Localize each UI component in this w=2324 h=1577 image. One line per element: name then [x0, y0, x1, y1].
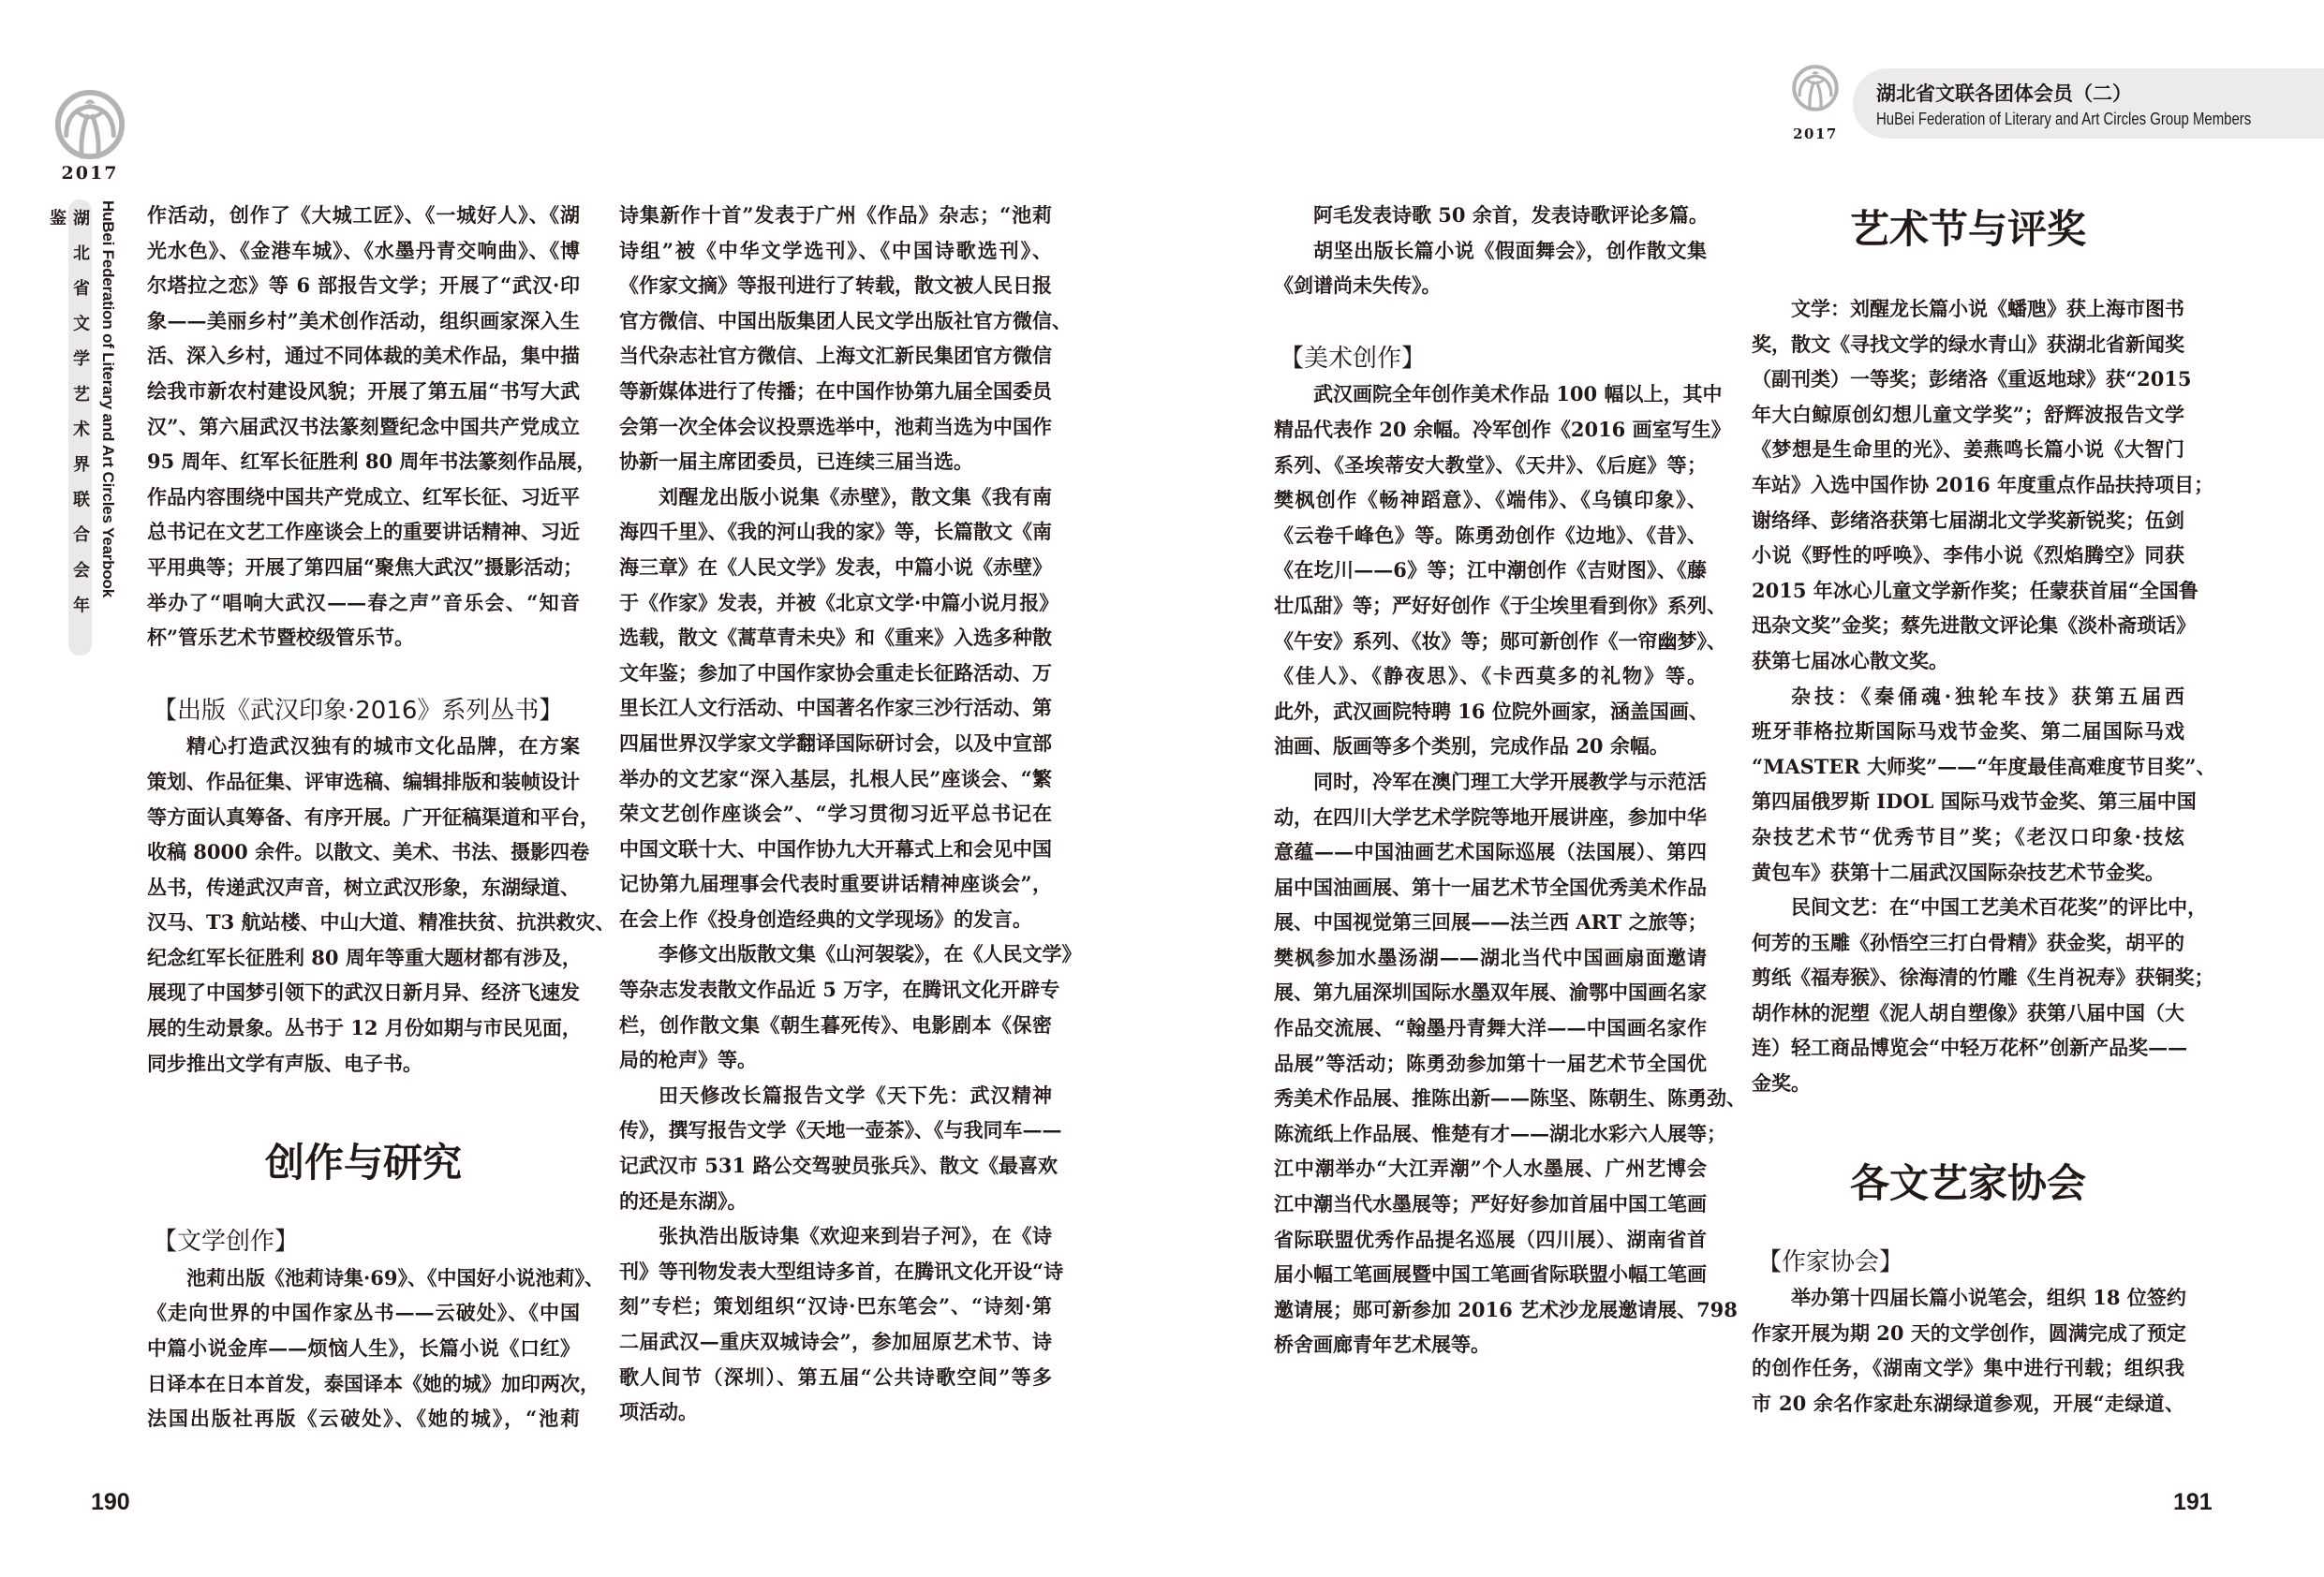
paragraph: [1274, 764, 1746, 1363]
yearbook-year: 2017: [61, 163, 119, 184]
subsection-heading: 【作家协会】: [1757, 1247, 1904, 1276]
section-title: 各文艺家协会: [1849, 1159, 2086, 1206]
text-line: 民间文艺：在“中国工艺美术百花奖”的评比中，: [1791, 895, 2208, 920]
subsection-heading: 【文学创作】: [153, 1228, 300, 1257]
text-line: 桥舍画廊青年艺术展等。: [1274, 1333, 1490, 1357]
text-line: 举办了“唱响大武汉——春之声”音乐会、“知音: [147, 590, 580, 614]
text-line: 记武汉市 531 路公交驾驶员张兵》、散文《最喜欢: [619, 1154, 1058, 1178]
paragraph: [1274, 198, 1707, 233]
text-line: 迅杂文奖”金奖；蔡先进散文评论集《淡朴斋琐话》: [1752, 613, 2197, 638]
text-line: 杂技艺术节“优秀节目”奖；《老汉口印象·技炫: [1752, 824, 2184, 848]
page-number: 191: [2173, 1489, 2213, 1515]
text-line: 动，在四川大学艺术学院等地开展讲座，参加中华: [1274, 804, 1707, 829]
text-line: 省际联盟优秀作品提名巡展（四川展）、湖南省首: [1274, 1227, 1707, 1251]
text-line: 展现了中国梦引领下的武汉日新月异、经济飞速发: [147, 980, 580, 1005]
text-line: 《午安》系列、《妆》等；郧可新创作《一帘幽梦》、: [1274, 628, 1726, 653]
paragraph: [147, 198, 597, 656]
text-column-1: [147, 198, 615, 1437]
text-line: 邀请展；郧可新参加 2016 艺术沙龙展邀请展、798: [1274, 1297, 1738, 1321]
text-line: 金奖。: [1752, 1071, 1811, 1096]
text-line: 2015 年冰心儿童文学新作奖；任蒙获首届“全国鲁: [1752, 578, 2198, 602]
text-line: 文学：刘醒龙长篇小说《蟠虺》获上海市图书: [1791, 297, 2184, 320]
text-line: 展、第九届深圳国际水墨双年展、渝鄂中国画名家: [1274, 980, 1707, 1005]
text-line: 同时，冷军在澳门理工大学开展教学与示范活: [1313, 769, 1707, 793]
text-line: 于《作家》发表，并被《北京文学·中篇小说月报》: [619, 590, 1059, 614]
text-line: 江中潮当代水墨展等；严好好参加首届中国工笔画: [1274, 1192, 1707, 1216]
text-line: “MASTER 大师奖”——“年度最佳高难度节目奖”、: [1752, 754, 2216, 778]
section-title: 艺术节与评奖: [1849, 206, 2086, 252]
text-line: 年大白鲸原创幻想儿童文学奖”；舒辉波报告文学: [1752, 402, 2184, 426]
running-header-subtitle: HuBei Federation of Literary and Art Circles Group Members: [1876, 110, 2252, 128]
text-line: 作活动，创作了《大城工匠》、《一城好人》、《湖: [147, 203, 580, 227]
paragraph: [147, 729, 615, 1081]
federation-emblem-icon: [1791, 62, 1840, 114]
text-line: 栏，创作散文集《朝生暮死传》、电影剧本《保密: [619, 1012, 1052, 1037]
text-line: 汉”、第六届武汉书法篆刻暨纪念中国共产党成立: [147, 414, 580, 438]
text-line: 田天修改长篇报告文学《天下先：武汉精神: [659, 1083, 1052, 1107]
right-page: [1162, 0, 2324, 1577]
text-line: 中国文联十大、中国作协九大开幕式上和会见中国: [619, 836, 1052, 861]
text-line: 策划、作品征集、评审选稿、编辑排版和装帧设计: [147, 769, 580, 793]
text-line: 诗集新作十首”发表于广州《作品》杂志；“池莉: [619, 203, 1052, 227]
text-line: 海三章》在《人民文学》发表，中篇小说《赤壁》: [619, 554, 1052, 579]
text-line: 《云卷千峰色》等。陈勇劲创作《边地》、《昔》、: [1274, 523, 1707, 547]
sidebar-title-english: HuBei Federation of Literary and Art Circles Yearbook: [99, 200, 117, 597]
text-line: 局的枪声》等。: [619, 1048, 757, 1072]
text-line: 传》，撰写报告文学《天地一壶茶》、《与我同车——: [619, 1118, 1062, 1142]
text-line: 《在圪川——6》等；江中潮创作《吉财图》、《藤: [1274, 558, 1707, 582]
text-line: 会第一次全体会议投票选举中，池莉当选为中国作: [619, 414, 1052, 438]
text-line: 获第七届冰心散文奖。: [1752, 648, 1948, 672]
text-line: 樊枫创作《畅神蹈意》、《端伟》、《乌镇印象》、: [1274, 488, 1707, 512]
paragraph: [1752, 890, 2214, 1101]
text-line: 此外，武汉画院特聘 16 位院外画家，涵盖国画、: [1274, 699, 1709, 723]
text-line: 樊枫参加水墨汤湖——湖北当代中国画扇面邀请: [1274, 945, 1707, 969]
text-line: 汉马、T3 航站楼、中山大道、精准扶贫、抗洪救灾、: [147, 910, 615, 935]
text-line: （副刊类）一等奖；彭绪洛《重返地球》获“2015: [1752, 367, 2192, 391]
text-line: 精品代表作 20 余幅。冷军创作《2016 画室写生》: [1274, 417, 1731, 441]
page-number: 190: [91, 1489, 130, 1515]
text-line: 奖，散文《寻找文学的绿水青山》获湖北省新闻奖: [1752, 332, 2184, 356]
text-line: 等方面认真筹备、有序开展。广开征稿渠道和平台，: [147, 804, 600, 829]
text-line: 项活动。: [619, 1400, 698, 1424]
text-line: 中篇小说金库——烦恼人生》，长篇小说《口红》: [147, 1336, 580, 1361]
text-line: 江中潮举办“大江弄潮”个人水墨展、广州艺博会: [1274, 1157, 1707, 1181]
text-line: 的还是东湖》。: [619, 1188, 748, 1213]
text-line: 在会上作《投身创造经典的文学现场》的发言。: [619, 906, 1032, 931]
subsection-heading: 【出版《武汉印象·2016》系列丛书】: [153, 696, 564, 725]
text-line: 小说《野性的呼唤》、李伟小说《烈焰腾空》同获: [1752, 543, 2184, 567]
text-line: 杂技：《秦俑魂·独轮车技》获第五届西: [1791, 684, 2184, 708]
text-line: 油画、版画等多个类别，完成作品 20 余幅。: [1274, 734, 1669, 759]
text-line: 协新一届主席团委员，已连续三届当选。: [619, 450, 973, 474]
text-line: 展、中国视觉第三回展——法兰西 ART 之旅等；: [1274, 910, 1708, 935]
text-line: 第四届俄罗斯 IDOL 国际马戏节金奖、第三届中国: [1752, 789, 2197, 814]
text-line: 光水色》、《金港车城》、《水墨丹青交响曲》、《博: [147, 238, 580, 262]
text-line: 作家开展为期 20 天的文学创作，圆满完成了预定: [1752, 1320, 2186, 1345]
text-line: 总书记在文艺工作座谈会上的重要讲话精神、习近: [147, 520, 580, 544]
text-line: 胡作林的泥塑《泥人胡自塑像》获第八届中国（大: [1752, 1000, 2184, 1024]
paragraph: [1752, 679, 2216, 891]
text-line: 品展”等活动；陈勇劲参加第十一届艺术节全国优: [1274, 1051, 1707, 1075]
text-line: 系列、《圣埃蒂安大教堂》、《天井》、《后庭》等；: [1274, 452, 1707, 477]
text-line: 95 周年、红军长征胜利 80 周年书法篆刻作品展，: [147, 450, 597, 474]
text-line: 诗组”被《中华文学选刊》、《中国诗歌选刊》、: [619, 238, 1052, 262]
paragraph: [1752, 291, 2214, 679]
text-line: 胡坚出版长篇小说《假面舞会》，创作散文集: [1313, 238, 1707, 262]
paragraph: [1752, 1280, 2184, 1421]
text-line: 丛书，传递武汉声音，树立武汉形象，东湖绿道、: [147, 875, 580, 899]
running-header-title: 湖北省文联各团体会员（二）: [1876, 81, 2132, 105]
text-line: 展的生动景象。丛书于 12 月份如期与市民见面，: [147, 1016, 582, 1040]
text-line: 日译本在日本首发，泰国译本《她的城》加印两次，: [147, 1371, 600, 1395]
text-line: 海四千里》、《我的河山我的家》等，长篇散文《南: [619, 520, 1052, 544]
text-line: 官方微信、中国出版集团人民文学出版社官方微信、: [619, 308, 1072, 332]
text-line: 文年鉴；参加了中国作家协会重走长征路活动、万: [619, 660, 1052, 685]
paragraph: [147, 1260, 605, 1437]
text-line: 《作家文摘》等报刊进行了转载，散文被人民日报: [619, 273, 1052, 298]
text-line: 《梦想是生命里的光》、姜燕鸣长篇小说《大智门: [1752, 437, 2184, 462]
paragraph: [619, 198, 1072, 479]
text-line: 收稿 8000 余件。以散文、美术、书法、摄影四卷: [147, 840, 590, 864]
text-line: 法国出版社再版《云破处》、《她的城》，“池莉: [147, 1407, 580, 1431]
text-line: 刘醒龙出版小说集《赤壁》，散文集《我有南: [659, 484, 1052, 508]
text-line: 四届世界汉学家文学翻译国际研讨会，以及中宣部: [619, 730, 1052, 755]
text-line: 《剑谱尚未失传》。: [1274, 273, 1442, 298]
text-line: 精心打造武汉独有的城市文化品牌，在方案: [186, 734, 580, 759]
text-line: 市 20 余名作家赴东湖绿道参观，开展“走绿道、: [1752, 1392, 2184, 1416]
text-column-2: [619, 198, 1082, 1430]
text-line: 《佳人》、《静夜思》、《卡西莫多的礼物》等。: [1274, 664, 1707, 688]
paragraph: [1274, 376, 1731, 764]
text-line: 等杂志发表散文作品近 5 万字，在腾讯文化开辟专: [619, 978, 1060, 1002]
text-line: 连）轻工商品博览会“中轻万花杯”创新产品奖——: [1752, 1036, 2188, 1060]
text-line: 象——美丽乡村”美术创作活动，组织画家深入生: [147, 308, 580, 332]
text-line: 等新媒体进行了传播；在中国作协第九届全国委员: [619, 378, 1052, 403]
text-line: 谢络绎、彭绪洛获第七届湖北文学奖新锐奖；伍剑: [1752, 508, 2184, 532]
text-line: 的创作任务，《湖南文学》集中进行刊载；组织我: [1752, 1356, 2184, 1380]
text-line: 剪纸《福寿猴》、徐海清的竹雕《生肖祝寿》获铜奖；: [1752, 965, 2214, 990]
text-column-3: [1274, 198, 1746, 1363]
text-line: 歌人间节（深圳）、第五届“公共诗歌空间”等多: [619, 1364, 1052, 1389]
text-line: 壮瓜甜》等；严好好创作《于尘埃里看到你》系列、: [1274, 593, 1726, 617]
text-line: 秀美术作品展、推陈出新——陈坚、陈朝生、陈勇劲、: [1274, 1086, 1746, 1111]
text-line: 记协第九届理事会代表时重要讲话精神座谈会”，: [619, 872, 1052, 896]
text-line: 届小幅工笔画展暨中国工笔画省际联盟小幅工笔画: [1274, 1262, 1707, 1287]
text-line: 作品交流展、“翰墨丹青舞大洋——中国画名家作: [1274, 1016, 1707, 1040]
text-line: 车站》入选中国作协 2016 年度重点作品扶持项目；: [1752, 472, 2214, 496]
text-line: 意蕴——中国油画艺术国际巡展（法国展）、第四: [1274, 840, 1707, 864]
text-line: 陈流纸上作品展、惟楚有才——湖北水彩六人展等；: [1274, 1121, 1726, 1145]
federation-emblem-icon: [53, 88, 126, 161]
sidebar-title-chinese: 湖北省文学艺术界联合会年鉴: [47, 209, 90, 632]
text-line: 刊》等刊物发表大型组诗多首，在腾讯文化开设“诗: [619, 1259, 1064, 1283]
text-line: 李修文出版散文集《山河袈裟》，在《人民文学》: [659, 942, 1082, 966]
text-line: 届中国油画展、第十一届艺术节全国优秀美术作品: [1274, 875, 1707, 899]
text-line: 尔塔拉之恋》等 6 部报告文学；开展了“武汉·印: [147, 273, 580, 298]
text-line: 黄包车》获第十二届武汉国际杂技艺术节金奖。: [1752, 860, 2165, 884]
text-line: 班牙菲格拉斯国际马戏节金奖、第二届国际马戏: [1752, 719, 2184, 744]
text-line: 作品内容围绕中国共产党成立、红军长征、习近平: [147, 484, 580, 508]
text-line: 选载，散文《蒿草青未央》和《重来》入选多种散: [619, 626, 1052, 650]
text-line: 二届武汉—重庆双城诗会”，参加屈原艺术节、诗: [619, 1330, 1052, 1353]
paragraph: [619, 1218, 1064, 1430]
text-line: 《走向世界的中国作家丛书——云破处》、《中国: [147, 1301, 580, 1325]
text-line: 张执浩出版诗集《欢迎来到岩子河》，在《诗: [659, 1224, 1052, 1248]
text-line: 举办的文艺家“深入基层，扎根人民”座谈会、“繁: [619, 766, 1052, 790]
paragraph: [619, 1078, 1062, 1218]
paragraph: [619, 936, 1082, 1077]
text-line: 刻”专栏；策划组织“汉诗·巴东笔会”、“诗刻·第: [619, 1294, 1052, 1319]
text-line: 绘我市新农村建设风貌；开展了第五届“书写大武: [147, 378, 580, 403]
text-line: 举办第十四届长篇小说笔会，组织 18 位签约: [1791, 1286, 2186, 1310]
paragraph: [619, 479, 1059, 937]
text-line: 武汉画院全年创作美术作品 100 幅以上，其中: [1313, 382, 1723, 406]
text-column-4: [1752, 206, 2216, 1422]
section-title: 创作与研究: [264, 1140, 462, 1186]
text-line: 同步推出文学有声版、电子书。: [147, 1051, 422, 1075]
text-line: 杯”管乐艺术节暨校级管乐节。: [147, 626, 415, 650]
text-line: 活、深入乡村，通过不同体裁的美术作品，集中描: [147, 344, 580, 368]
text-line: 平用典等；开展了第四届“聚焦大武汉”摄影活动；: [147, 554, 584, 579]
text-line: 当代杂志社官方微信、上海文汇新民集团官方微信: [619, 344, 1052, 368]
subsection-heading: 【美术创作】: [1280, 344, 1427, 373]
text-line: 阿毛发表诗歌 50 余首，发表诗歌评论多篇。: [1313, 203, 1709, 227]
text-line: 荣文艺创作座谈会”、“学习贯彻习近平总书记在: [619, 802, 1052, 826]
text-line: 何芳的玉雕《孙悟空三打白骨精》获金奖，胡平的: [1752, 930, 2184, 954]
yearbook-year: 2017: [1793, 125, 1838, 142]
text-line: 里长江人文行活动、中国著名作家三沙行活动、第: [619, 696, 1052, 720]
text-line: 池莉出版《池莉诗集·69》、《中国好小说池莉》、: [186, 1265, 605, 1290]
text-line: 纪念红军长征胜利 80 周年等重大题材都有涉及，: [147, 945, 582, 969]
paragraph: [1274, 233, 1707, 303]
